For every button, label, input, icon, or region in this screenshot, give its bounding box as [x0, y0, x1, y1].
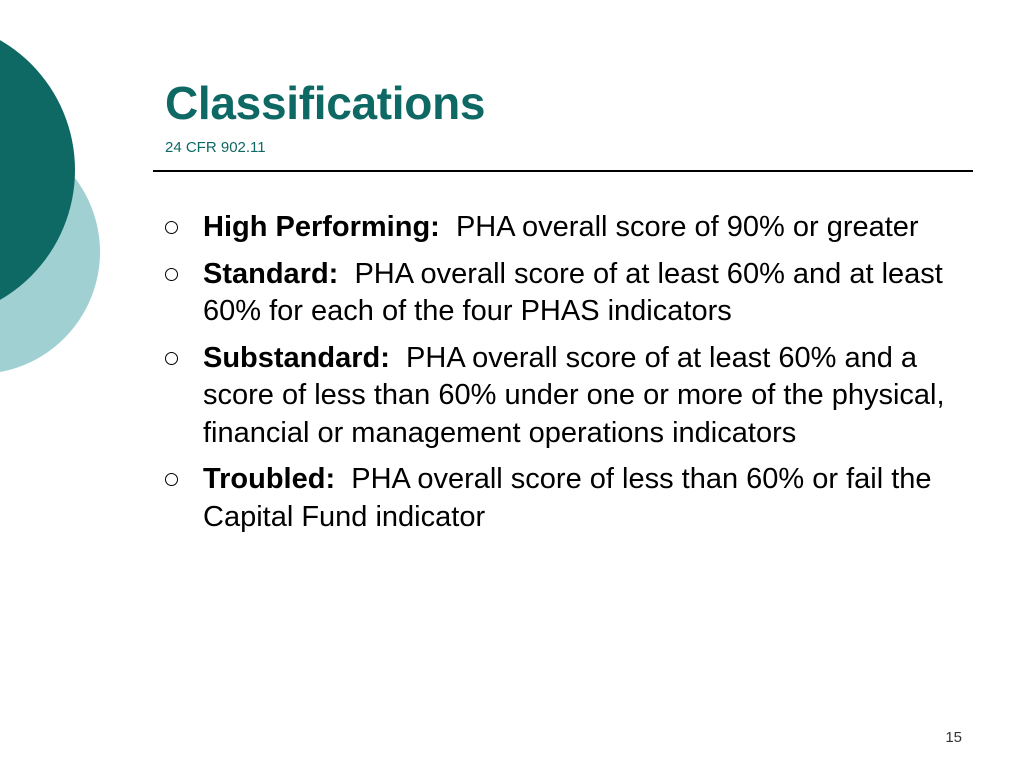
hollow-circle-bullet-icon [165, 268, 178, 281]
bullet-term: Substandard: [203, 341, 390, 374]
bullet-text: PHA overall score of less than 60% or fail the Capital Fund indicator [203, 463, 932, 533]
bullet-text: PHA overall score of 90% or greater [455, 211, 919, 243]
bullet-term: High Performing: [203, 211, 440, 243]
title-divider [153, 170, 973, 172]
hollow-circle-bullet-icon [165, 221, 178, 234]
bullet-high-performing [165, 209, 965, 247]
bullet-term: Standard: [203, 257, 339, 290]
hollow-circle-bullet-icon [165, 352, 178, 365]
hollow-circle-bullet-icon [165, 473, 178, 486]
bullet-standard [165, 256, 965, 331]
bullet-text: PHA overall score of at least 60% and at least 60% for each of the four PHAS indicators [203, 257, 943, 327]
classification-list [165, 209, 965, 545]
bullet-substandard [165, 340, 965, 453]
bullet-term: Troubled: [203, 463, 336, 495]
bullet-troubled [165, 461, 965, 536]
slide-title: Classifications [165, 77, 486, 129]
decorative-circles [0, 0, 110, 420]
bullet-text: PHA overall score of at least 60% and a score of less than 60% under one or more of the physical, financial or management operations indicators [203, 341, 945, 449]
slide-subtitle: 24 CFR 902.11 [165, 139, 266, 156]
page-number: 15 [945, 729, 962, 746]
